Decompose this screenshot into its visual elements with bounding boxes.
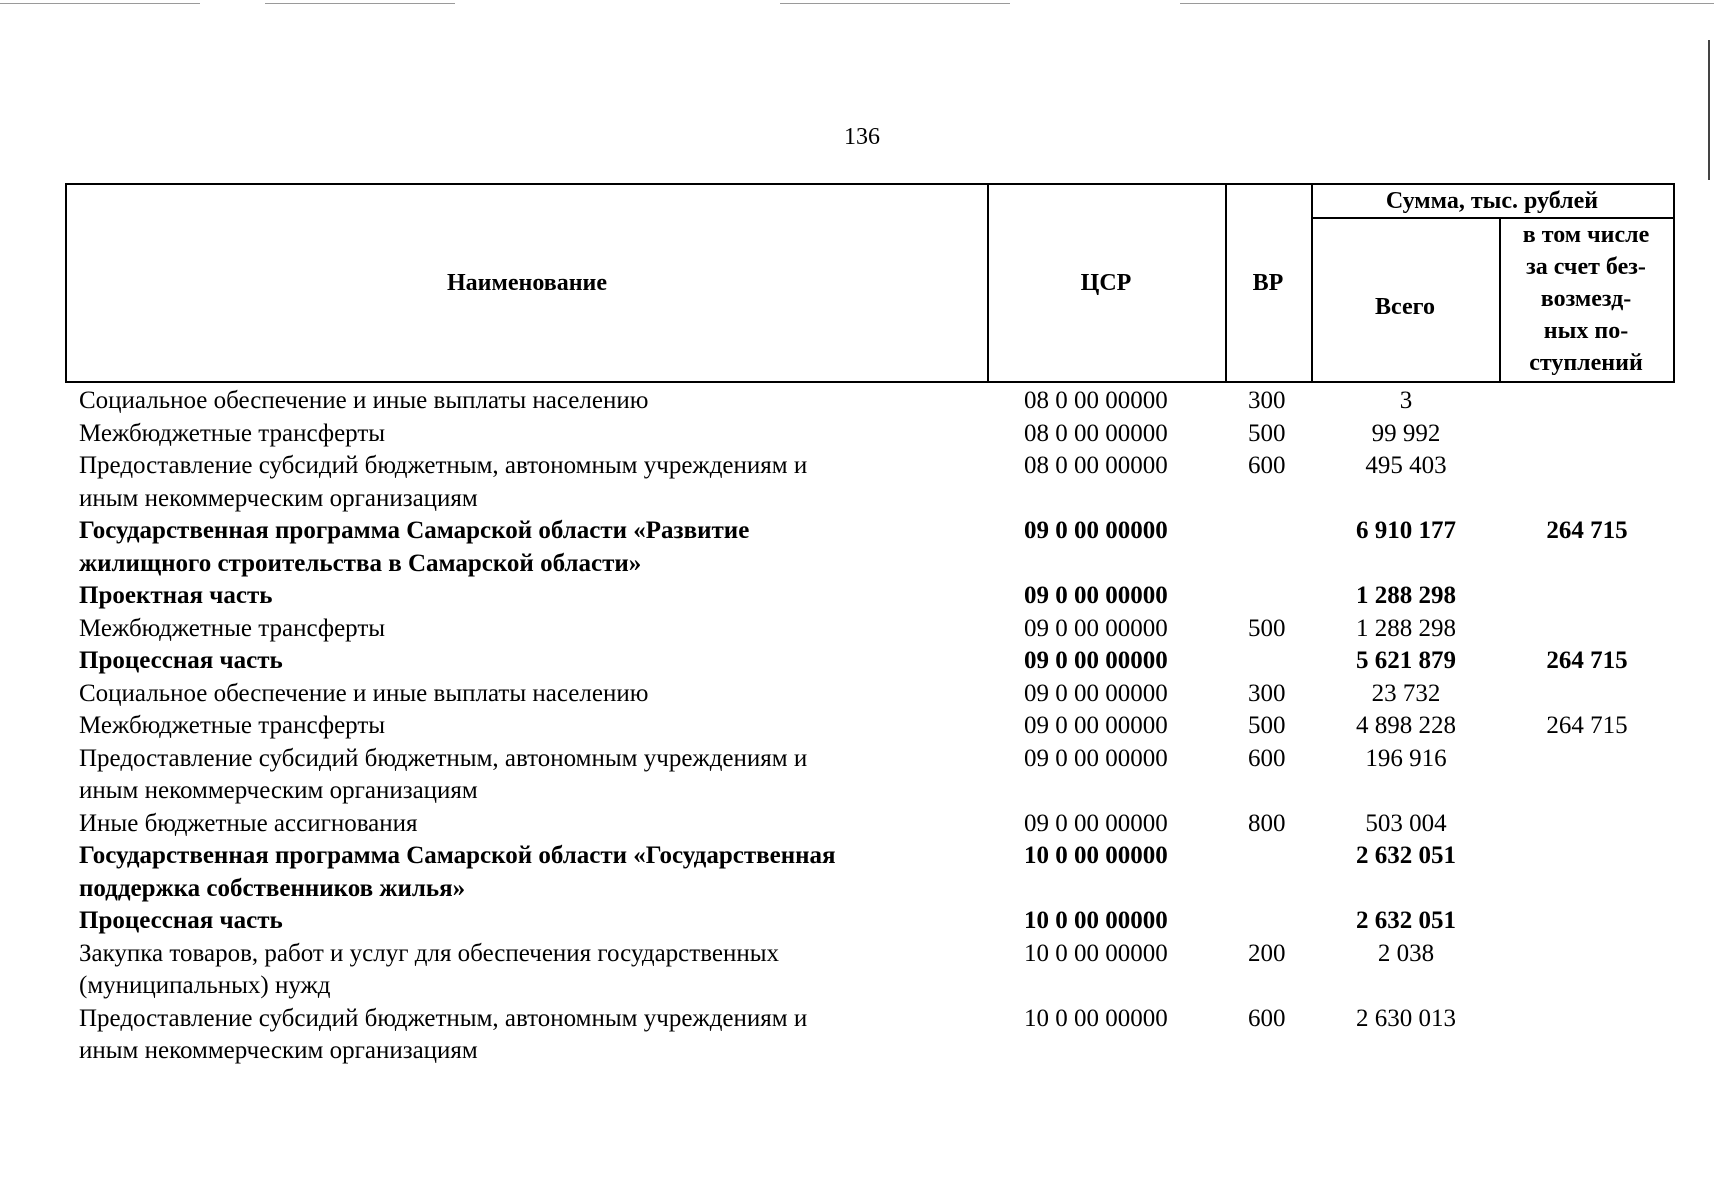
row-name-line: Межбюджетные трансферты <box>79 419 386 447</box>
row-csr: 10 0 00 00000 <box>1024 939 1168 967</box>
row-vr: 200 <box>1248 939 1286 967</box>
row-name-line: Государственная программа Самарской области «Государственная <box>79 842 836 869</box>
header-incl-line: ных по- <box>1543 318 1629 344</box>
row-name-line: Иные бюджетные ассигнования <box>79 809 418 837</box>
row-name-line: иным некоммерческим организациям <box>79 777 478 804</box>
row-vr: 300 <box>1248 679 1286 707</box>
row-total: 2 038 <box>1377 939 1435 967</box>
header-name-label: Наименование <box>447 269 607 296</box>
table-row <box>0 645 1714 678</box>
row-vr: 600 <box>1248 744 1286 772</box>
row-incl: 264 715 <box>1546 712 1628 739</box>
row-name-line: Проектная часть <box>79 582 273 609</box>
row-name-line: (муниципальных) нужд <box>79 972 331 999</box>
header-cell-vr <box>1225 183 1313 383</box>
row-name <box>79 710 979 743</box>
row-total: 6 910 177 <box>1356 517 1456 544</box>
row-total: 2 632 051 <box>1356 842 1456 869</box>
header-cell-total <box>1311 217 1501 383</box>
row-total: 196 916 <box>1365 744 1447 772</box>
scan-artifact-line <box>265 3 455 4</box>
row-name-line: поддержка собственников жилья» <box>79 874 466 902</box>
page-number: 136 <box>844 124 880 150</box>
table-row <box>0 678 1714 711</box>
row-name-line: Предоставление субсидий бюджетным, автономным учреждениям и <box>79 452 808 479</box>
row-total: 1 288 298 <box>1356 614 1456 642</box>
table-row <box>0 515 1714 580</box>
row-total: 1 288 298 <box>1356 582 1456 609</box>
table-row <box>0 1003 1714 1068</box>
row-name <box>79 645 979 678</box>
header-cell-name <box>65 183 989 383</box>
table-row <box>0 385 1714 418</box>
row-csr: 08 0 00 00000 <box>1024 387 1168 414</box>
table-row <box>0 580 1714 613</box>
row-incl: 264 715 <box>1546 647 1628 674</box>
header-cell-csr <box>987 183 1227 383</box>
table-row <box>0 450 1714 515</box>
table-header <box>65 183 1675 383</box>
row-csr: 10 0 00 00000 <box>1024 907 1168 934</box>
table-row <box>0 418 1714 451</box>
row-total: 495 403 <box>1365 452 1447 479</box>
row-csr: 10 0 00 00000 <box>1024 842 1168 869</box>
row-csr: 09 0 00 00000 <box>1024 582 1168 609</box>
table-row <box>0 840 1714 905</box>
scan-artifact-line <box>0 3 200 4</box>
header-cell-sum-group <box>1311 183 1675 219</box>
header-incl-line: в том числе <box>1522 222 1650 248</box>
table-row <box>0 905 1714 938</box>
row-name-line: Закупка товаров, работ и услуг для обеспечения государственных <box>79 939 780 967</box>
row-csr: 09 0 00 00000 <box>1024 809 1168 837</box>
table-row <box>0 710 1714 743</box>
row-name-line: Государственная программа Самарской области «Развитие <box>79 517 750 544</box>
header-sum-group-label: Сумма, тыс. рублей <box>1385 187 1599 214</box>
row-total: 3 <box>1399 387 1413 414</box>
row-total: 5 621 879 <box>1356 647 1456 674</box>
row-name-line: Межбюджетные трансферты <box>79 712 386 739</box>
header-vr-label: ВР <box>1252 269 1284 296</box>
row-name <box>79 515 979 580</box>
row-name <box>79 938 979 1003</box>
row-name <box>79 450 979 515</box>
row-name-line: Предоставление субсидий бюджетным, автономным учреждениям и <box>79 1004 808 1032</box>
row-csr: 08 0 00 00000 <box>1024 452 1168 479</box>
scan-artifact-line <box>780 3 1010 4</box>
row-name <box>79 613 979 646</box>
row-name-line: Социальное обеспечение и иные выплаты населению <box>79 387 649 414</box>
table-row <box>0 808 1714 841</box>
row-name <box>79 1003 979 1068</box>
row-csr: 09 0 00 00000 <box>1024 744 1168 772</box>
row-name-line: Предоставление субсидий бюджетным, автономным учреждениям и <box>79 744 808 772</box>
row-vr: 600 <box>1248 1004 1286 1032</box>
row-name-line: Процессная часть <box>79 907 283 934</box>
row-vr: 500 <box>1248 419 1286 447</box>
row-name-line: Социальное обеспечение и иные выплаты населению <box>79 679 649 707</box>
row-csr: 09 0 00 00000 <box>1024 679 1168 707</box>
row-csr: 09 0 00 00000 <box>1024 614 1168 642</box>
row-csr: 09 0 00 00000 <box>1024 712 1168 739</box>
header-incl-line: возмезд- <box>1540 286 1632 312</box>
row-total: 4 898 228 <box>1356 712 1456 739</box>
row-total: 2 632 051 <box>1356 907 1456 934</box>
row-name <box>79 580 979 613</box>
row-total: 2 630 013 <box>1356 1004 1456 1032</box>
row-name <box>79 840 979 905</box>
row-name <box>79 678 979 711</box>
row-total: 23 732 <box>1371 679 1441 707</box>
table-row <box>0 613 1714 646</box>
row-incl: 264 715 <box>1546 517 1628 544</box>
row-csr: 08 0 00 00000 <box>1024 419 1168 447</box>
row-name-line: иным некоммерческим организациям <box>79 484 478 512</box>
row-name <box>79 905 979 938</box>
header-total-label: Всего <box>1375 293 1435 320</box>
row-name-line: жилищного строительства в Самарской области» <box>79 549 642 577</box>
row-vr: 600 <box>1248 452 1286 479</box>
row-total: 99 992 <box>1371 419 1441 447</box>
row-name-line: Процессная часть <box>79 647 283 674</box>
header-incl-line: ступлений <box>1529 350 1643 376</box>
row-vr: 800 <box>1248 809 1286 837</box>
row-csr: 09 0 00 00000 <box>1024 647 1168 674</box>
row-name <box>79 385 979 418</box>
scan-artifact-line <box>1180 3 1714 4</box>
header-csr-label: ЦСР <box>1080 269 1132 296</box>
row-csr: 10 0 00 00000 <box>1024 1004 1168 1032</box>
row-total: 503 004 <box>1365 809 1447 837</box>
row-vr: 300 <box>1248 387 1286 414</box>
table-body <box>0 385 1714 1068</box>
table-row <box>0 743 1714 808</box>
row-vr: 500 <box>1248 712 1286 739</box>
table-row <box>0 938 1714 1003</box>
row-name-line: иным некоммерческим организациям <box>79 1037 478 1064</box>
row-name <box>79 418 979 451</box>
row-name <box>79 808 979 841</box>
row-name <box>79 743 979 808</box>
header-cell-incl <box>1499 217 1675 383</box>
row-vr: 500 <box>1248 614 1286 642</box>
page-edge-line <box>1708 40 1710 180</box>
header-incl-line: за счет без- <box>1526 254 1646 280</box>
row-name-line: Межбюджетные трансферты <box>79 614 386 642</box>
row-csr: 09 0 00 00000 <box>1024 517 1168 544</box>
